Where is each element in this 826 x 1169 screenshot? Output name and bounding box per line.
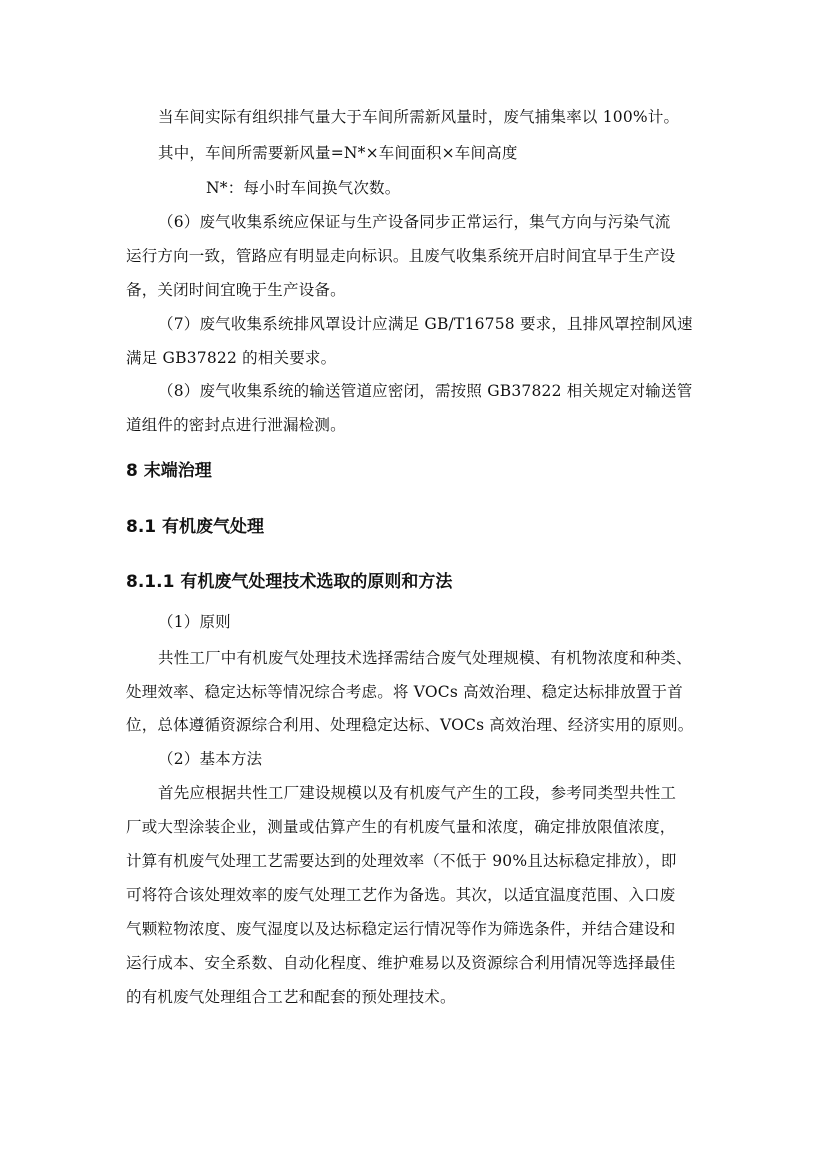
paragraph-item-7-line: （7）废气收集系统排风罩设计应满足 GB/T16758 要求，且排风罩控制风速 [158, 315, 693, 333]
paragraph-fresh-air-formula: 其中，车间所需要新风量=N*×车间面积×车间高度 [158, 144, 518, 162]
paragraph-method-line: 气颗粒物浓度、废气湿度以及达标稳定运行情况等作为筛选条件，并结合建设和 [126, 920, 676, 938]
paragraph-item-6-line: 备，关闭时间宜晚于生产设备。 [126, 281, 346, 299]
paragraph-item-6-line: （6）废气收集系统应保证与生产设备同步正常运行，集气方向与污染气流 [158, 213, 671, 231]
paragraph-principle-line: 处理效率、稳定达标等情况综合考虑。将 VOCs 高效治理、稳定达标排放置于首 [126, 683, 683, 701]
paragraph-item-8-line: （8）废气收集系统的输送管道应密闭，需按照 GB37822 相关规定对输送管 [158, 382, 693, 400]
paragraph-principle-line: 位，总体遵循资源综合利用、处理稳定达标、VOCs 高效治理、经济实用的原则。 [126, 716, 694, 734]
paragraph-method-label: （2）基本方法 [158, 750, 263, 768]
section-heading-8: 8 末端治理 [126, 461, 212, 481]
paragraph-method-line: 运行成本、安全系数、自动化程度、维护难易以及资源综合利用情况等选择最佳 [126, 954, 676, 972]
paragraph-principle-label: （1）原则 [158, 613, 231, 631]
paragraph-principle-line: 共性工厂中有机废气处理技术选择需结合废气处理规模、有机物浓度和种类、 [158, 649, 692, 667]
paragraph-item-6-line: 运行方向一致，管路应有明显走向标识。且废气收集系统开启时间宜早于生产设 [126, 247, 676, 265]
section-heading-8-1-1: 8.1.1 有机废气处理技术选取的原则和方法 [126, 572, 453, 592]
section-heading-8-1: 8.1 有机废气处理 [126, 517, 265, 537]
paragraph-formula-note: N*：每小时车间换气次数。 [206, 179, 401, 197]
paragraph-method-line: 计算有机废气处理工艺需要达到的处理效率（不低于 90%且达标稳定排放），即 [126, 852, 677, 870]
paragraph-method-line: 可将符合该处理效率的废气处理工艺作为备选。其次，以适宜温度范围、入口废 [126, 886, 676, 904]
paragraph-item-8-line: 道组件的密封点进行泄漏检测。 [126, 416, 346, 434]
paragraph-method-line: 的有机废气处理组合工艺和配套的预处理技术。 [126, 988, 456, 1006]
paragraph-method-line: 厂或大型涂装企业，测量或估算产生的有机废气量和浓度，确定排放限值浓度， [126, 818, 676, 836]
paragraph-method-line: 首先应根据共性工厂建设规模以及有机废气产生的工段，参考同类型共性工 [158, 784, 677, 802]
paragraph-item-7-line: 满足 GB37822 的相关要求。 [126, 349, 337, 367]
paragraph-capture-rate: 当车间实际有组织排气量大于车间所需新风量时，废气捕集率以 100%计。 [158, 108, 680, 126]
